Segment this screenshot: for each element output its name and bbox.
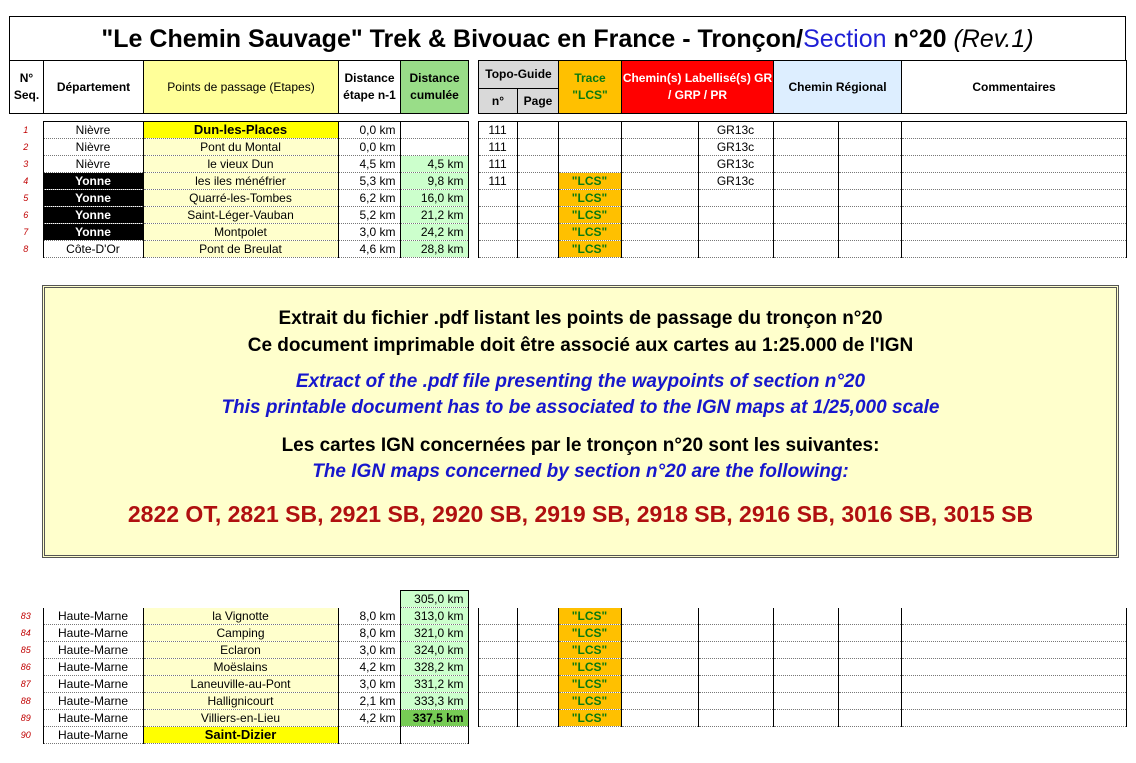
chemin-regional-cell [773, 224, 838, 241]
waypoint-name: Quarré-les-Tombes [143, 190, 338, 207]
chemin-regional-cell-2 [838, 156, 901, 173]
trace-lcs-cell: "LCS" [558, 659, 621, 676]
empty-cell [338, 591, 400, 608]
empty-cell [838, 591, 901, 608]
trace-lcs-cell: "LCS" [558, 710, 621, 727]
column-gap [468, 727, 478, 744]
waypoint-name: Saint-Léger-Vauban [143, 207, 338, 224]
chemin-gr-cell: GR13c [698, 173, 773, 190]
commentaire-cell [901, 224, 1126, 241]
chemin-label-cell [621, 156, 698, 173]
topo-page-cell [517, 122, 558, 139]
chemin-label-cell [621, 693, 698, 710]
distance-cumulee-cell: 328,2 km [400, 659, 468, 676]
column-gap [468, 710, 478, 727]
column-gap [468, 608, 478, 625]
distance-etape-cell: 4,2 km [338, 710, 400, 727]
waypoint-name: Eclaron [143, 642, 338, 659]
chemin-gr-cell [698, 659, 773, 676]
topo-number-cell [478, 224, 517, 241]
commentaire-cell [901, 207, 1126, 224]
trace-lcs-cell: "LCS" [558, 608, 621, 625]
carry-over-cumulative: 305,0 km [400, 591, 468, 608]
waypoint-name: Laneuville-au-Pont [143, 676, 338, 693]
chemin-regional-cell-2 [838, 659, 901, 676]
chemin-label-cell [621, 727, 698, 744]
distance-etape-cell: 4,2 km [338, 659, 400, 676]
info-fr-maps: Les cartes IGN concernées par le tronçon n°20 sont les suivantes: [281, 435, 880, 456]
seq-number: 6 [23, 210, 29, 220]
distance-cumulee-cell: 313,0 km [400, 608, 468, 625]
column-gap [468, 659, 478, 676]
chemin-gr-cell [698, 625, 773, 642]
distance-cumulee-cell: 337,5 km [400, 710, 468, 727]
seq-number: 86 [20, 662, 31, 672]
waypoint-name: les iles ménéfrier [143, 173, 338, 190]
chemin-regional-cell-2 [838, 710, 901, 727]
topo-page-cell [517, 642, 558, 659]
column-header-table [9, 60, 1127, 114]
commentaire-cell [901, 156, 1126, 173]
distance-etape-cell: 5,3 km [338, 173, 400, 190]
chemin-gr-cell [698, 642, 773, 659]
trace-lcs-cell: "LCS" [558, 676, 621, 693]
table-row [9, 676, 1126, 693]
topo-number-cell [478, 642, 517, 659]
chemin-regional-cell [773, 710, 838, 727]
topo-number-cell [478, 207, 517, 224]
chemin-regional-cell-2 [838, 207, 901, 224]
waypoint-name: le vieux Dun [143, 156, 338, 173]
header-commentaires: Commentaires [902, 61, 1127, 114]
chemin-regional-cell-2 [838, 173, 901, 190]
topo-page-cell [517, 710, 558, 727]
seq-number: 2 [23, 142, 29, 152]
departement-cell: Nièvre [43, 122, 143, 139]
departement-cell: Haute-Marne [43, 659, 143, 676]
header-points: Points de passage (Etapes) [144, 61, 339, 114]
column-gap [468, 642, 478, 659]
topo-number-cell [478, 190, 517, 207]
departement-cell: Nièvre [43, 139, 143, 156]
distance-etape-cell [338, 727, 400, 744]
chemin-regional-cell-2 [838, 122, 901, 139]
topo-page-cell [517, 139, 558, 156]
chemin-gr-cell: GR13c [698, 156, 773, 173]
distance-cumulee-cell: 321,0 km [400, 625, 468, 642]
title-main: "Le Chemin Sauvage" Trek & Bivouac en France - Tronçon/ [101, 25, 804, 53]
empty-cell [773, 591, 838, 608]
empty-cell [9, 591, 43, 608]
info-box [42, 285, 1119, 558]
topo-number-cell [478, 659, 517, 676]
topo-number-cell [478, 693, 517, 710]
topo-number-cell [478, 710, 517, 727]
ign-maps-list: 2822 OT, 2821 SB, 2921 SB, 2920 SB, 2919 SB, 2918 SB, 2916 SB, 3016 SB, 3015 SB [127, 501, 1034, 527]
table-row [9, 727, 1126, 744]
distance-etape-cell: 2,1 km [338, 693, 400, 710]
distance-etape-cell: 3,0 km [338, 224, 400, 241]
chemin-regional-cell-2 [838, 676, 901, 693]
seq-number: 89 [20, 713, 31, 723]
info-fr-line-1: Extrait du fichier .pdf listant les points de passage du tronçon n°20 [278, 308, 883, 329]
waypoint-name: la Vignotte [143, 608, 338, 625]
departement-cell: Côte-D'Or [43, 241, 143, 258]
chemin-regional-cell [773, 156, 838, 173]
waypoint-name: Saint-Dizier [143, 727, 338, 744]
title-revision: (Rev.1) [953, 25, 1034, 53]
commentaire-cell [901, 710, 1126, 727]
chemin-gr-cell [698, 710, 773, 727]
info-fr-line-2: Ce document imprimable doit être associé aux cartes au 1:25.000 de l'IGN [247, 335, 914, 356]
header-topo-number: n° [479, 89, 518, 114]
seq-number: 4 [23, 176, 29, 186]
topo-number-cell: 111 [478, 122, 517, 139]
distance-cumulee-cell: 24,2 km [400, 224, 468, 241]
waypoint-table-top [9, 121, 1127, 258]
distance-etape-cell: 3,0 km [338, 642, 400, 659]
commentaire-cell [901, 173, 1126, 190]
chemin-gr-cell [698, 224, 773, 241]
trace-lcs-cell [558, 156, 621, 173]
header-departement: Département [44, 61, 144, 114]
chemin-label-cell [621, 659, 698, 676]
topo-number-cell: 111 [478, 156, 517, 173]
table-row [9, 207, 1126, 224]
table-row [9, 625, 1126, 642]
distance-cumulee-cell: 4,5 km [400, 156, 468, 173]
distance-etape-cell: 6,2 km [338, 190, 400, 207]
table-row [9, 156, 1126, 173]
empty-cell [43, 591, 143, 608]
header-topo-page: Page [518, 89, 559, 114]
chemin-gr-cell [698, 693, 773, 710]
column-gap [468, 224, 478, 241]
distance-etape-cell: 0,0 km [338, 139, 400, 156]
seq-number: 83 [20, 611, 31, 621]
departement-cell: Haute-Marne [43, 693, 143, 710]
commentaire-cell [901, 727, 1126, 744]
header-seq: N° Seq. [10, 61, 44, 114]
distance-cumulee-cell: 9,8 km [400, 173, 468, 190]
chemin-gr-cell [698, 207, 773, 224]
header-topo-guide: Topo-Guide [479, 61, 559, 89]
chemin-gr-cell [698, 190, 773, 207]
topo-page-cell [517, 190, 558, 207]
chemin-label-cell [621, 676, 698, 693]
table-row [9, 642, 1126, 659]
commentaire-cell [901, 608, 1126, 625]
topo-page-cell [517, 659, 558, 676]
chemin-label-cell [621, 625, 698, 642]
commentaire-cell [901, 676, 1126, 693]
chemin-regional-cell [773, 241, 838, 258]
waypoint-name: Montpolet [143, 224, 338, 241]
seq-number: 5 [23, 193, 29, 203]
chemin-regional-cell-2 [838, 608, 901, 625]
topo-number-cell: 111 [478, 139, 517, 156]
topo-number-cell [478, 676, 517, 693]
commentaire-cell [901, 122, 1126, 139]
header-trace: Trace "LCS" [559, 61, 622, 114]
departement-cell: Haute-Marne [43, 710, 143, 727]
chemin-label-cell [621, 190, 698, 207]
topo-page-cell [517, 727, 558, 744]
chemin-regional-cell [773, 676, 838, 693]
distance-cumulee-cell: 16,0 km [400, 190, 468, 207]
column-gap [468, 241, 478, 258]
trace-lcs-cell: "LCS" [558, 173, 621, 190]
chemin-regional-cell [773, 122, 838, 139]
seq-number: 7 [23, 227, 29, 237]
trace-lcs-cell: "LCS" [558, 224, 621, 241]
topo-number-cell [478, 241, 517, 258]
distance-etape-cell: 4,6 km [338, 241, 400, 258]
topo-page-cell [517, 676, 558, 693]
carry-over-row [9, 591, 1126, 608]
column-gap [468, 207, 478, 224]
chemin-regional-cell [773, 727, 838, 744]
departement-cell: Yonne [43, 190, 143, 207]
topo-number-cell [478, 625, 517, 642]
trace-lcs-cell: "LCS" [558, 207, 621, 224]
commentaire-cell [901, 659, 1126, 676]
chemin-regional-cell-2 [838, 642, 901, 659]
chemin-gr-cell [698, 608, 773, 625]
empty-cell [517, 591, 558, 608]
title-section-word: Section [803, 25, 887, 53]
departement-cell: Haute-Marne [43, 642, 143, 659]
chemin-regional-cell-2 [838, 224, 901, 241]
waypoint-name: Villiers-en-Lieu [143, 710, 338, 727]
chemin-label-cell [621, 710, 698, 727]
empty-cell [558, 591, 621, 608]
waypoint-name: Hallignicourt [143, 693, 338, 710]
chemin-regional-cell [773, 173, 838, 190]
chemin-regional-cell [773, 625, 838, 642]
seq-number: 88 [20, 696, 31, 706]
distance-cumulee-cell: 333,3 km [400, 693, 468, 710]
trace-lcs-cell: "LCS" [558, 190, 621, 207]
column-gap [468, 625, 478, 642]
chemin-label-cell [621, 207, 698, 224]
chemin-label-cell [621, 139, 698, 156]
distance-cumulee-cell: 21,2 km [400, 207, 468, 224]
info-en-line-1: Extract of the .pdf file presenting the waypoints of section n°20 [295, 371, 866, 392]
departement-cell: Yonne [43, 173, 143, 190]
column-gap [468, 190, 478, 207]
commentaire-cell [901, 241, 1126, 258]
seq-number: 8 [23, 244, 29, 254]
departement-cell: Haute-Marne [43, 727, 143, 744]
column-gap [468, 693, 478, 710]
chemin-regional-cell-2 [838, 190, 901, 207]
chemin-regional-cell-2 [838, 727, 901, 744]
column-gap [468, 173, 478, 190]
table-row [9, 608, 1126, 625]
chemin-gr-cell [698, 241, 773, 258]
waypoint-table-bottom [9, 590, 1127, 744]
column-gap [468, 156, 478, 173]
chemin-gr-cell: GR13c [698, 139, 773, 156]
distance-etape-cell: 8,0 km [338, 608, 400, 625]
departement-cell: Haute-Marne [43, 625, 143, 642]
seq-number: 3 [23, 159, 29, 169]
trace-lcs-cell [558, 727, 621, 744]
column-gap [468, 122, 478, 139]
chemin-regional-cell-2 [838, 693, 901, 710]
chemin-regional-cell-2 [838, 625, 901, 642]
departement-cell: Yonne [43, 224, 143, 241]
chemin-regional-cell [773, 642, 838, 659]
table-row [9, 173, 1126, 190]
commentaire-cell [901, 139, 1126, 156]
chemin-regional-cell-2 [838, 139, 901, 156]
chemin-gr-cell [698, 727, 773, 744]
header-distance-cumulee: Distance cumulée [401, 61, 469, 114]
header-distance-etape: Distance étape n-1 [339, 61, 401, 114]
column-gap [468, 139, 478, 156]
table-row [9, 224, 1126, 241]
commentaire-cell [901, 625, 1126, 642]
page-title [9, 16, 1126, 60]
table-row [9, 139, 1126, 156]
table-row [9, 241, 1126, 258]
info-en-maps: The IGN maps concerned by section n°20 are the following: [312, 461, 849, 482]
empty-cell [468, 591, 478, 608]
chemin-label-cell [621, 173, 698, 190]
distance-cumulee-cell [400, 727, 468, 744]
chemin-gr-cell: GR13c [698, 122, 773, 139]
distance-etape-cell: 5,2 km [338, 207, 400, 224]
topo-page-cell [517, 241, 558, 258]
chemin-regional-cell [773, 139, 838, 156]
topo-number-cell [478, 727, 517, 744]
trace-lcs-cell: "LCS" [558, 642, 621, 659]
waypoint-name: Moëslains [143, 659, 338, 676]
distance-cumulee-cell [400, 122, 468, 139]
chemin-regional-cell [773, 659, 838, 676]
chemin-label-cell [621, 642, 698, 659]
departement-cell: Haute-Marne [43, 608, 143, 625]
waypoint-name: Camping [143, 625, 338, 642]
distance-etape-cell: 3,0 km [338, 676, 400, 693]
topo-page-cell [517, 625, 558, 642]
chemin-regional-cell [773, 207, 838, 224]
table-row [9, 190, 1126, 207]
trace-lcs-cell: "LCS" [558, 625, 621, 642]
header-chemins-labellises: Chemin(s) Labellisé(s) GR / GRP / PR [622, 61, 774, 114]
header-spacer [469, 61, 479, 114]
chemin-regional-cell [773, 190, 838, 207]
seq-number: 1 [23, 125, 29, 135]
chemin-regional-cell [773, 608, 838, 625]
topo-page-cell [517, 173, 558, 190]
waypoint-name: Pont de Breulat [143, 241, 338, 258]
departement-cell: Yonne [43, 207, 143, 224]
distance-etape-cell: 0,0 km [338, 122, 400, 139]
empty-cell [478, 591, 517, 608]
chemin-regional-cell [773, 693, 838, 710]
chemin-label-cell [621, 608, 698, 625]
topo-page-cell [517, 608, 558, 625]
chemin-label-cell [621, 122, 698, 139]
empty-cell [143, 591, 338, 608]
empty-cell [901, 591, 1126, 608]
chemin-label-cell [621, 224, 698, 241]
seq-number: 85 [20, 645, 31, 655]
chemin-label-cell [621, 241, 698, 258]
topo-page-cell [517, 693, 558, 710]
topo-page-cell [517, 156, 558, 173]
info-en-line-2: This printable document has to be associated to the IGN maps at 1/25,000 scale [221, 397, 940, 418]
commentaire-cell [901, 642, 1126, 659]
topo-number-cell [478, 608, 517, 625]
distance-cumulee-cell [400, 139, 468, 156]
header-chemin-regional: Chemin Régional [774, 61, 902, 114]
topo-number-cell: 111 [478, 173, 517, 190]
topo-page-cell [517, 207, 558, 224]
distance-etape-cell: 8,0 km [338, 625, 400, 642]
trace-lcs-cell: "LCS" [558, 241, 621, 258]
table-row [9, 659, 1126, 676]
commentaire-cell [901, 190, 1126, 207]
departement-cell: Nièvre [43, 156, 143, 173]
distance-etape-cell: 4,5 km [338, 156, 400, 173]
distance-cumulee-cell: 331,2 km [400, 676, 468, 693]
trace-lcs-cell: "LCS" [558, 693, 621, 710]
title-section-number: n°20 [886, 25, 954, 53]
chemin-regional-cell-2 [838, 241, 901, 258]
table-row [9, 710, 1126, 727]
empty-cell [621, 591, 698, 608]
table-row [9, 122, 1126, 139]
chemin-gr-cell [698, 676, 773, 693]
waypoint-name: Pont du Montal [143, 139, 338, 156]
commentaire-cell [901, 693, 1126, 710]
distance-cumulee-cell: 324,0 km [400, 642, 468, 659]
seq-number: 84 [20, 628, 31, 638]
empty-cell [698, 591, 773, 608]
column-gap [468, 676, 478, 693]
departement-cell: Haute-Marne [43, 676, 143, 693]
topo-page-cell [517, 224, 558, 241]
trace-lcs-cell [558, 122, 621, 139]
seq-number: 90 [20, 730, 31, 740]
table-row [9, 693, 1126, 710]
distance-cumulee-cell: 28,8 km [400, 241, 468, 258]
seq-number: 87 [20, 679, 31, 689]
waypoint-name: Dun-les-Places [143, 122, 338, 139]
trace-lcs-cell [558, 139, 621, 156]
